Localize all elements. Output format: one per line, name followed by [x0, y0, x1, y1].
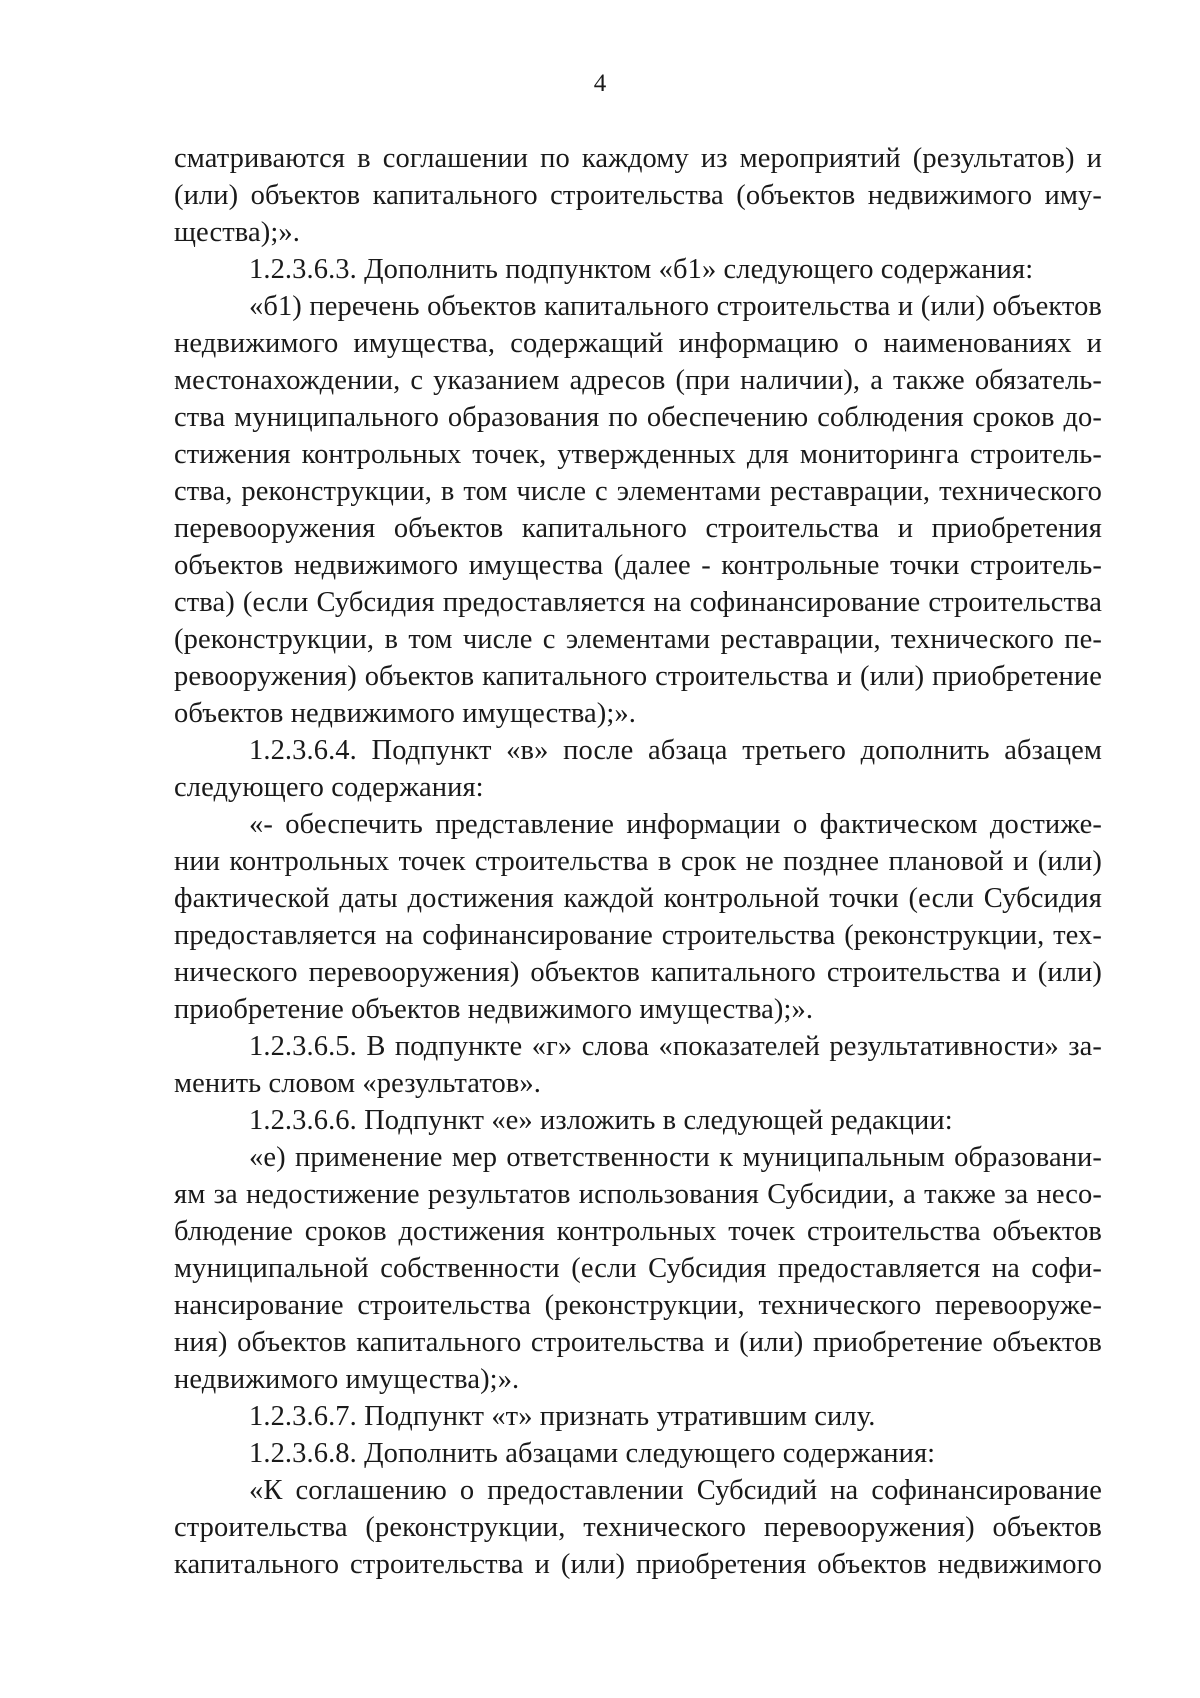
text-line: «е) применение мер ответственности к муниципальным образовани-	[249, 1142, 1102, 1173]
text-line: стижения контрольных точек, утвержденных для мониторинга строитель-	[174, 439, 1102, 470]
text-line: 1.2.3.6.8. Дополнить абзацами следующего содержания:	[249, 1438, 936, 1469]
page-number: 4	[593, 70, 607, 97]
text-line: ям за недостижение результатов использования Субсидии, а также за несо-	[174, 1179, 1102, 1210]
text-line: следующего содержания:	[174, 772, 484, 803]
document-body	[174, 140, 1102, 1583]
text-line: приобретение объектов недвижимого имущества);».	[174, 994, 814, 1025]
text-line: ния) объектов капитального строительства и (или) приобретение объектов	[174, 1327, 1102, 1358]
text-line: нического перевооружения) объектов капитального строительства и (или)	[174, 957, 1102, 988]
text-line: (реконструкции, в том числе с элементами реставрации, технического пе-	[174, 624, 1102, 655]
text-line: менить словом «результатов».	[174, 1068, 541, 1099]
text-line: 1.2.3.6.6. Подпункт «е» изложить в следующей редакции:	[249, 1105, 953, 1136]
text-line: ревооружения) объектов капитального строительства и (или) приобретение	[174, 661, 1102, 692]
text-line: объектов недвижимого имущества);».	[174, 698, 636, 729]
text-line: нансирование строительства (реконструкции, технического перевооруже-	[174, 1290, 1102, 1321]
text-line: муниципальной собственности (если Субсидия предоставляется на софи-	[174, 1253, 1102, 1284]
text-line: ства) (если Субсидия предоставляется на софинансирование строительства	[174, 587, 1102, 618]
text-line: ства, реконструкции, в том числе с элементами реставрации, технического	[174, 476, 1102, 507]
text-line: перевооружения объектов капитального строительства и приобретения	[174, 513, 1102, 544]
text-line: строительства (реконструкции, технического перевооружения) объектов	[174, 1512, 1102, 1543]
text-line: нии контрольных точек строительства в срок не позднее плановой и (или)	[174, 846, 1102, 877]
text-line: 1.2.3.6.7. Подпункт «т» признать утратившим силу.	[249, 1401, 876, 1432]
text-line: «- обеспечить представление информации о фактическом достиже-	[249, 809, 1102, 840]
text-line: объектов недвижимого имущества (далее - контрольные точки строитель-	[174, 550, 1102, 581]
text-line: блюдение сроков достижения контрольных точек строительства объектов	[174, 1216, 1102, 1247]
text-line: фактической даты достижения каждой контрольной точки (если Субсидия	[174, 883, 1102, 914]
text-line: (или) объектов капитального строительства (объектов недвижимого иму-	[174, 180, 1102, 211]
text-line: предоставляется на софинансирование строительства (реконструкции, тех-	[174, 920, 1102, 951]
text-line: недвижимого имущества);».	[174, 1364, 520, 1395]
text-line: «б1) перечень объектов капитального строительства и (или) объектов	[249, 291, 1102, 322]
text-line: ства муниципального образования по обеспечению соблюдения сроков до-	[174, 402, 1102, 433]
text-line: недвижимого имущества, содержащий информацию о наименованиях и	[174, 328, 1102, 359]
text-line: щества);».	[174, 217, 300, 248]
text-line: местонахождении, с указанием адресов (при наличии), а также обязатель-	[174, 365, 1102, 396]
text-line: «К соглашению о предоставлении Субсидий на софинансирование	[249, 1475, 1102, 1506]
text-line: 1.2.3.6.4. Подпункт «в» после абзаца третьего дополнить абзацем	[249, 735, 1102, 766]
text-line: 1.2.3.6.3. Дополнить подпунктом «б1» следующего содержания:	[249, 254, 1034, 285]
text-line: 1.2.3.6.5. В подпункте «г» слова «показателей результативности» за-	[249, 1031, 1102, 1062]
text-line: капитального строительства и (или) приобретения объектов недвижимого	[174, 1549, 1102, 1580]
text-line: сматриваются в соглашении по каждому из мероприятий (результатов) и	[174, 143, 1102, 174]
